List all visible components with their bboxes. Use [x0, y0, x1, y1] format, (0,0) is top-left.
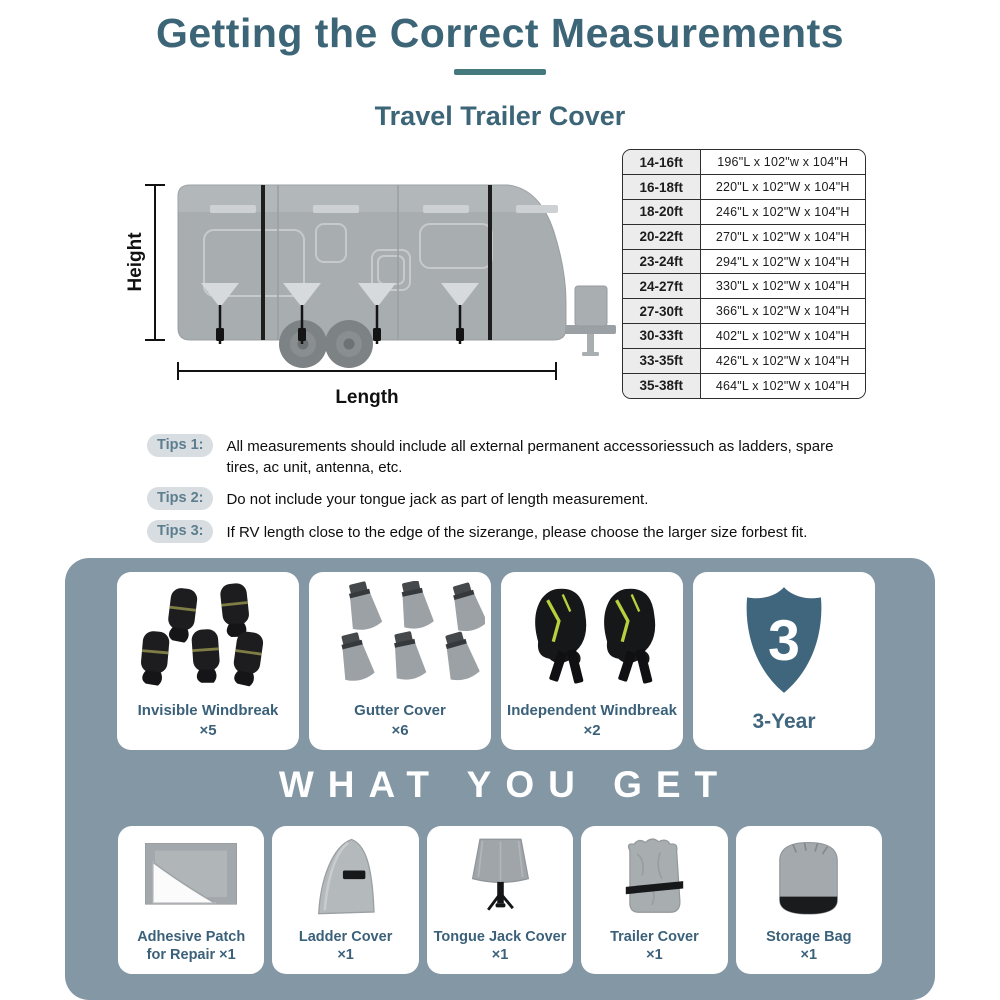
table-row [623, 249, 865, 274]
dimensions-cell: 196"L x 102"w x 104"H [700, 150, 865, 175]
storage-bag-icon [761, 836, 856, 918]
tongue-jack [575, 286, 607, 356]
warranty-years-number: 3 [768, 608, 800, 673]
card-trailer-cover [581, 826, 727, 974]
title-divider [454, 69, 546, 75]
card-label: Gutter Cover [354, 701, 446, 719]
card-quantity: ×1 [646, 947, 663, 964]
gutter-cover-icon [315, 581, 485, 693]
independent-windbreak-icon [507, 581, 677, 693]
trailer-cover-icon [607, 836, 702, 918]
table-row [623, 150, 865, 175]
whats-included-heading: WHAT YOU GET [278, 764, 732, 805]
card-quantity: for Repair ×1 [146, 947, 236, 964]
card-storage-bag [736, 826, 882, 974]
size-range-cell: 16-18ft [623, 175, 700, 200]
size-range-cell: 33-35ft [623, 348, 700, 373]
whats-included-panel [65, 558, 935, 1000]
size-range-cell: 35-38ft [623, 373, 700, 398]
card-independent-windbreak [501, 572, 683, 750]
size-range-cell: 27-30ft [623, 299, 700, 324]
card-gutter-cover [309, 572, 491, 750]
card-warranty [693, 572, 875, 750]
page-title: Getting the Correct Measurements [155, 10, 845, 56]
table-row [623, 274, 865, 299]
tip-3-text: If RV length close to the edge of the sizerange, please choose the larger size forbest fit. [226, 524, 808, 542]
warranty-label: 3-Year [752, 710, 816, 733]
tip-3-badge: Tips 3: [147, 520, 213, 543]
card-label: Ladder Cover [298, 929, 393, 946]
card-invisible-windbreak [117, 572, 299, 750]
table-row [623, 348, 865, 373]
card-adhesive-patch [118, 826, 264, 974]
tip-1-badge: Tips 1: [147, 434, 213, 457]
height-label: Height [125, 232, 146, 292]
tips-section [147, 434, 867, 553]
dimensions-cell: 270"L x 102"W x 104"H [700, 224, 865, 249]
included-items-row [118, 826, 882, 974]
invisible-windbreak-icon [123, 581, 293, 693]
size-range-cell: 20-22ft [623, 224, 700, 249]
card-label: Storage Bag [766, 929, 852, 946]
table-row [623, 373, 865, 398]
table-row [623, 175, 865, 200]
tip-1-text: All measurements should include all external permanent accessoriessuch as ladders, spare tires, ac unit, antenna, etc. [226, 438, 834, 476]
ladder-cover-icon [298, 836, 393, 918]
page-subtitle: Travel Trailer Cover [374, 101, 626, 131]
dimensions-cell: 294"L x 102"W x 104"H [700, 249, 865, 274]
accessory-cards-row [117, 572, 875, 750]
height-measure-line [145, 185, 165, 340]
card-label: Trailer Cover [610, 929, 699, 946]
tip-row-1 [147, 434, 867, 478]
table-row [623, 200, 865, 225]
card-quantity: ×6 [391, 721, 409, 739]
card-quantity: ×5 [199, 721, 217, 739]
tip-row-2 [147, 487, 867, 511]
card-ladder-cover [272, 826, 418, 974]
size-range-cell: 14-16ft [623, 150, 700, 175]
table-row [623, 224, 865, 249]
size-range-cell: 24-27ft [623, 274, 700, 299]
card-tongue-jack-cover [427, 826, 573, 974]
dimensions-cell: 330"L x 102"W x 104"H [700, 274, 865, 299]
card-quantity: ×2 [583, 721, 601, 739]
card-label: Adhesive Patch [137, 929, 246, 946]
size-table [622, 149, 866, 399]
card-quantity: ×1 [800, 947, 818, 964]
card-quantity: ×1 [491, 947, 509, 964]
size-range-cell: 18-20ft [623, 200, 700, 225]
tip-2-badge: Tips 2: [147, 487, 213, 510]
length-measure-line [178, 362, 556, 380]
tip-2-text: Do not include your tongue jack as part of length measurement. [226, 491, 649, 509]
dimensions-cell: 366"L x 102"W x 104"H [700, 299, 865, 324]
table-row [623, 299, 865, 324]
warranty-shield-icon [732, 582, 836, 700]
card-label: Tongue Jack Cover [433, 929, 567, 946]
dimensions-cell: 426"L x 102"W x 104"H [700, 348, 865, 373]
dimensions-cell: 246"L x 102"W x 104"H [700, 200, 865, 225]
table-row [623, 324, 865, 349]
card-label: Independent Windbreak [507, 701, 677, 719]
card-quantity: ×1 [337, 947, 354, 964]
card-label: Invisible Windbreak [137, 701, 279, 719]
dimensions-cell: 402"L x 102"W x 104"H [700, 324, 865, 349]
trailer-measurement-diagram [120, 178, 620, 413]
adhesive-patch-icon [126, 837, 256, 917]
size-range-cell: 23-24ft [623, 249, 700, 274]
tip-row-3 [147, 520, 867, 544]
tongue-jack-cover-icon [453, 836, 548, 918]
size-range-cell: 30-33ft [623, 324, 700, 349]
length-label: Length [335, 387, 399, 408]
dimensions-cell: 220"L x 102"W x 104"H [700, 175, 865, 200]
dimensions-cell: 464"L x 102"W x 104"H [700, 373, 865, 398]
